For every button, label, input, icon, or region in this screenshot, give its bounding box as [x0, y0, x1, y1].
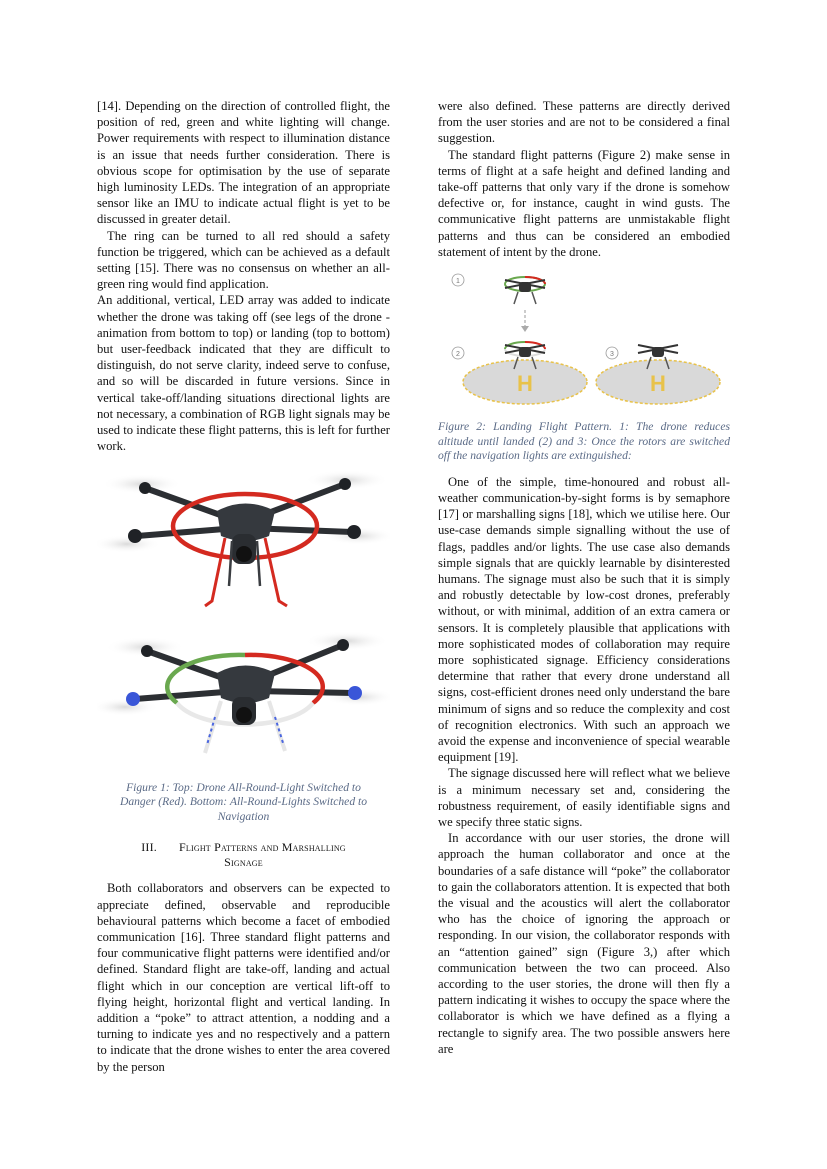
- paragraph: The ring can be turned to all red should a safety function be triggered, which can be achieved as a default setting [15]. There was no consensus on whether an all-green ring would find application.: [97, 228, 390, 292]
- section-title-line2: Signage: [224, 855, 263, 870]
- section-heading: [97, 840, 390, 870]
- paragraph: The standard flight patterns (Figure 2) make sense in terms of flight at a safe height and defined landing and take-off patterns that only vary if the drone is somehow defective or, for instance, caught in wind gusts. The communicative flight patterns are unmistakable flight patterns and thus can be considered an embodied statement of intent by the drone.: [438, 147, 730, 259]
- pad-letter: H: [650, 371, 666, 397]
- paragraph: An additional, vertical, LED array was added to indicate whether the drone was taking off (see legs of the drone - animation from bottom to top) or landing (top to bottom) but user-feedback indicated that they are difficult to distinguish, do not serve clarity, indeed serve to confuse, and so will be discarded in future versions. Since in vertical take-off/landing situations directional lights are not necessary, a combination of RGB light signals may be used to indicate these flight patterns, this is left for further work.: [97, 293, 390, 454]
- figure-2-landing-pattern-image: [438, 270, 730, 410]
- figure-2-caption: Figure 2: Landing Flight Pattern. 1: The drone reduces altitude until landed (2) and 3: Once the rotors are switched off the navigation lights are extinguished:: [438, 420, 730, 463]
- paragraph: were also defined. These patterns are directly derived from the user stories and are not to be considered a final suggestion.: [438, 99, 730, 146]
- step-label: 2: [456, 351, 460, 359]
- section-number: III.: [141, 840, 158, 855]
- drone-flying: [505, 277, 545, 304]
- step-label: 1: [456, 278, 460, 286]
- section-title: Flight Patterns and Marshalling: [179, 840, 346, 855]
- figure-1-drone-red-image: [97, 466, 390, 616]
- paragraph: One of the simple, time-honoured and robust all-weather communication-by-sight forms is by semaphore [17] or marshalling signs [18], which we utilise here. Our use-case demands simple signalling without the use of flags, paddles and/or lights. The use case also demands simple signals that are quickly learnable by disinterested humans. The signage must also be such that it is simply and robustly detectable by low-cost drones, preferably without, or with minimal, addition of an extra camera or sensors. It is completely plausible that applications with more sophisticated modes of collaboration may require more sophisticated signage. Efficiency considerations determine that rather that every drone understand all signs, cost-efficient drones need only understand the bare minimum of signs and so reduce the complexity and cost of recognition electronics. With such an approach we avoid the expense and inconvenience of special wearable equipment [19].: [438, 474, 730, 765]
- figure-1-drone-navigation-image: [97, 625, 390, 775]
- paragraph: Both collaborators and observers can be expected to appreciate defined, observable and reproducible behavioural patterns which become a facet of embodied communication [16]. Three standard flight patterns and four communicative flight patterns were identified and/or defined. Standard flight are take-off, landing and actual flight which in our conception are vertical lift-off to flying height, horizontal flight and vertical landing. In addition a “poke” to attract attention, a nodding and a turning to indicate yes and no respectively and a pattern to indicate that the drone wishes to enter the area covered by the person: [97, 881, 390, 1074]
- pad-letter: H: [517, 371, 533, 397]
- figure-1-caption: Figure 1: Top: Drone All-Round-Light Switched to Danger (Red). Bottom: All-Round-Lights Switched to Navigation: [119, 780, 368, 823]
- paragraph: In accordance with our user stories, the drone will approach the human collaborator and once at the boundaries of a safe distance will “poke” the collaborator to gain the collaborators attention. It is expected that both the visual and the acoustics will alert the collaborator who has the choice of ignoring the approach or responding. In our vision, the collaborator responds with an “attention gained” sign (Figure 3,) after which communication between the two can proceed. Also according to the user stories, the drone will then fly a pattern indicating it wishes to occupy the space where the collaborator is which we have defined as a flying a rectangle to signify area. The two possible answers here are: [438, 831, 730, 1056]
- left-column: [97, 98, 390, 1075]
- right-column: [438, 98, 730, 1057]
- paragraph: [14]. Depending on the direction of controlled flight, the position of red, green and white lighting will change. Power requirements with respect to illumination distance is an issue that needs further consideration. There is obvious scope for optimisation by the use of separate high luminosity LEDs. The integration of an appropriate sensor like an IMU to indicate actual flight is yet to be discussed in greater detail.: [97, 99, 390, 227]
- figure-1: [97, 466, 390, 824]
- figure-2: [438, 270, 730, 464]
- paragraph: The signage discussed here will reflect what we believe is a minimum necessary set and, considering the robustness requirement, of easily identifiable signs and we specify three static signs.: [438, 766, 730, 829]
- step-label: 3: [610, 351, 614, 359]
